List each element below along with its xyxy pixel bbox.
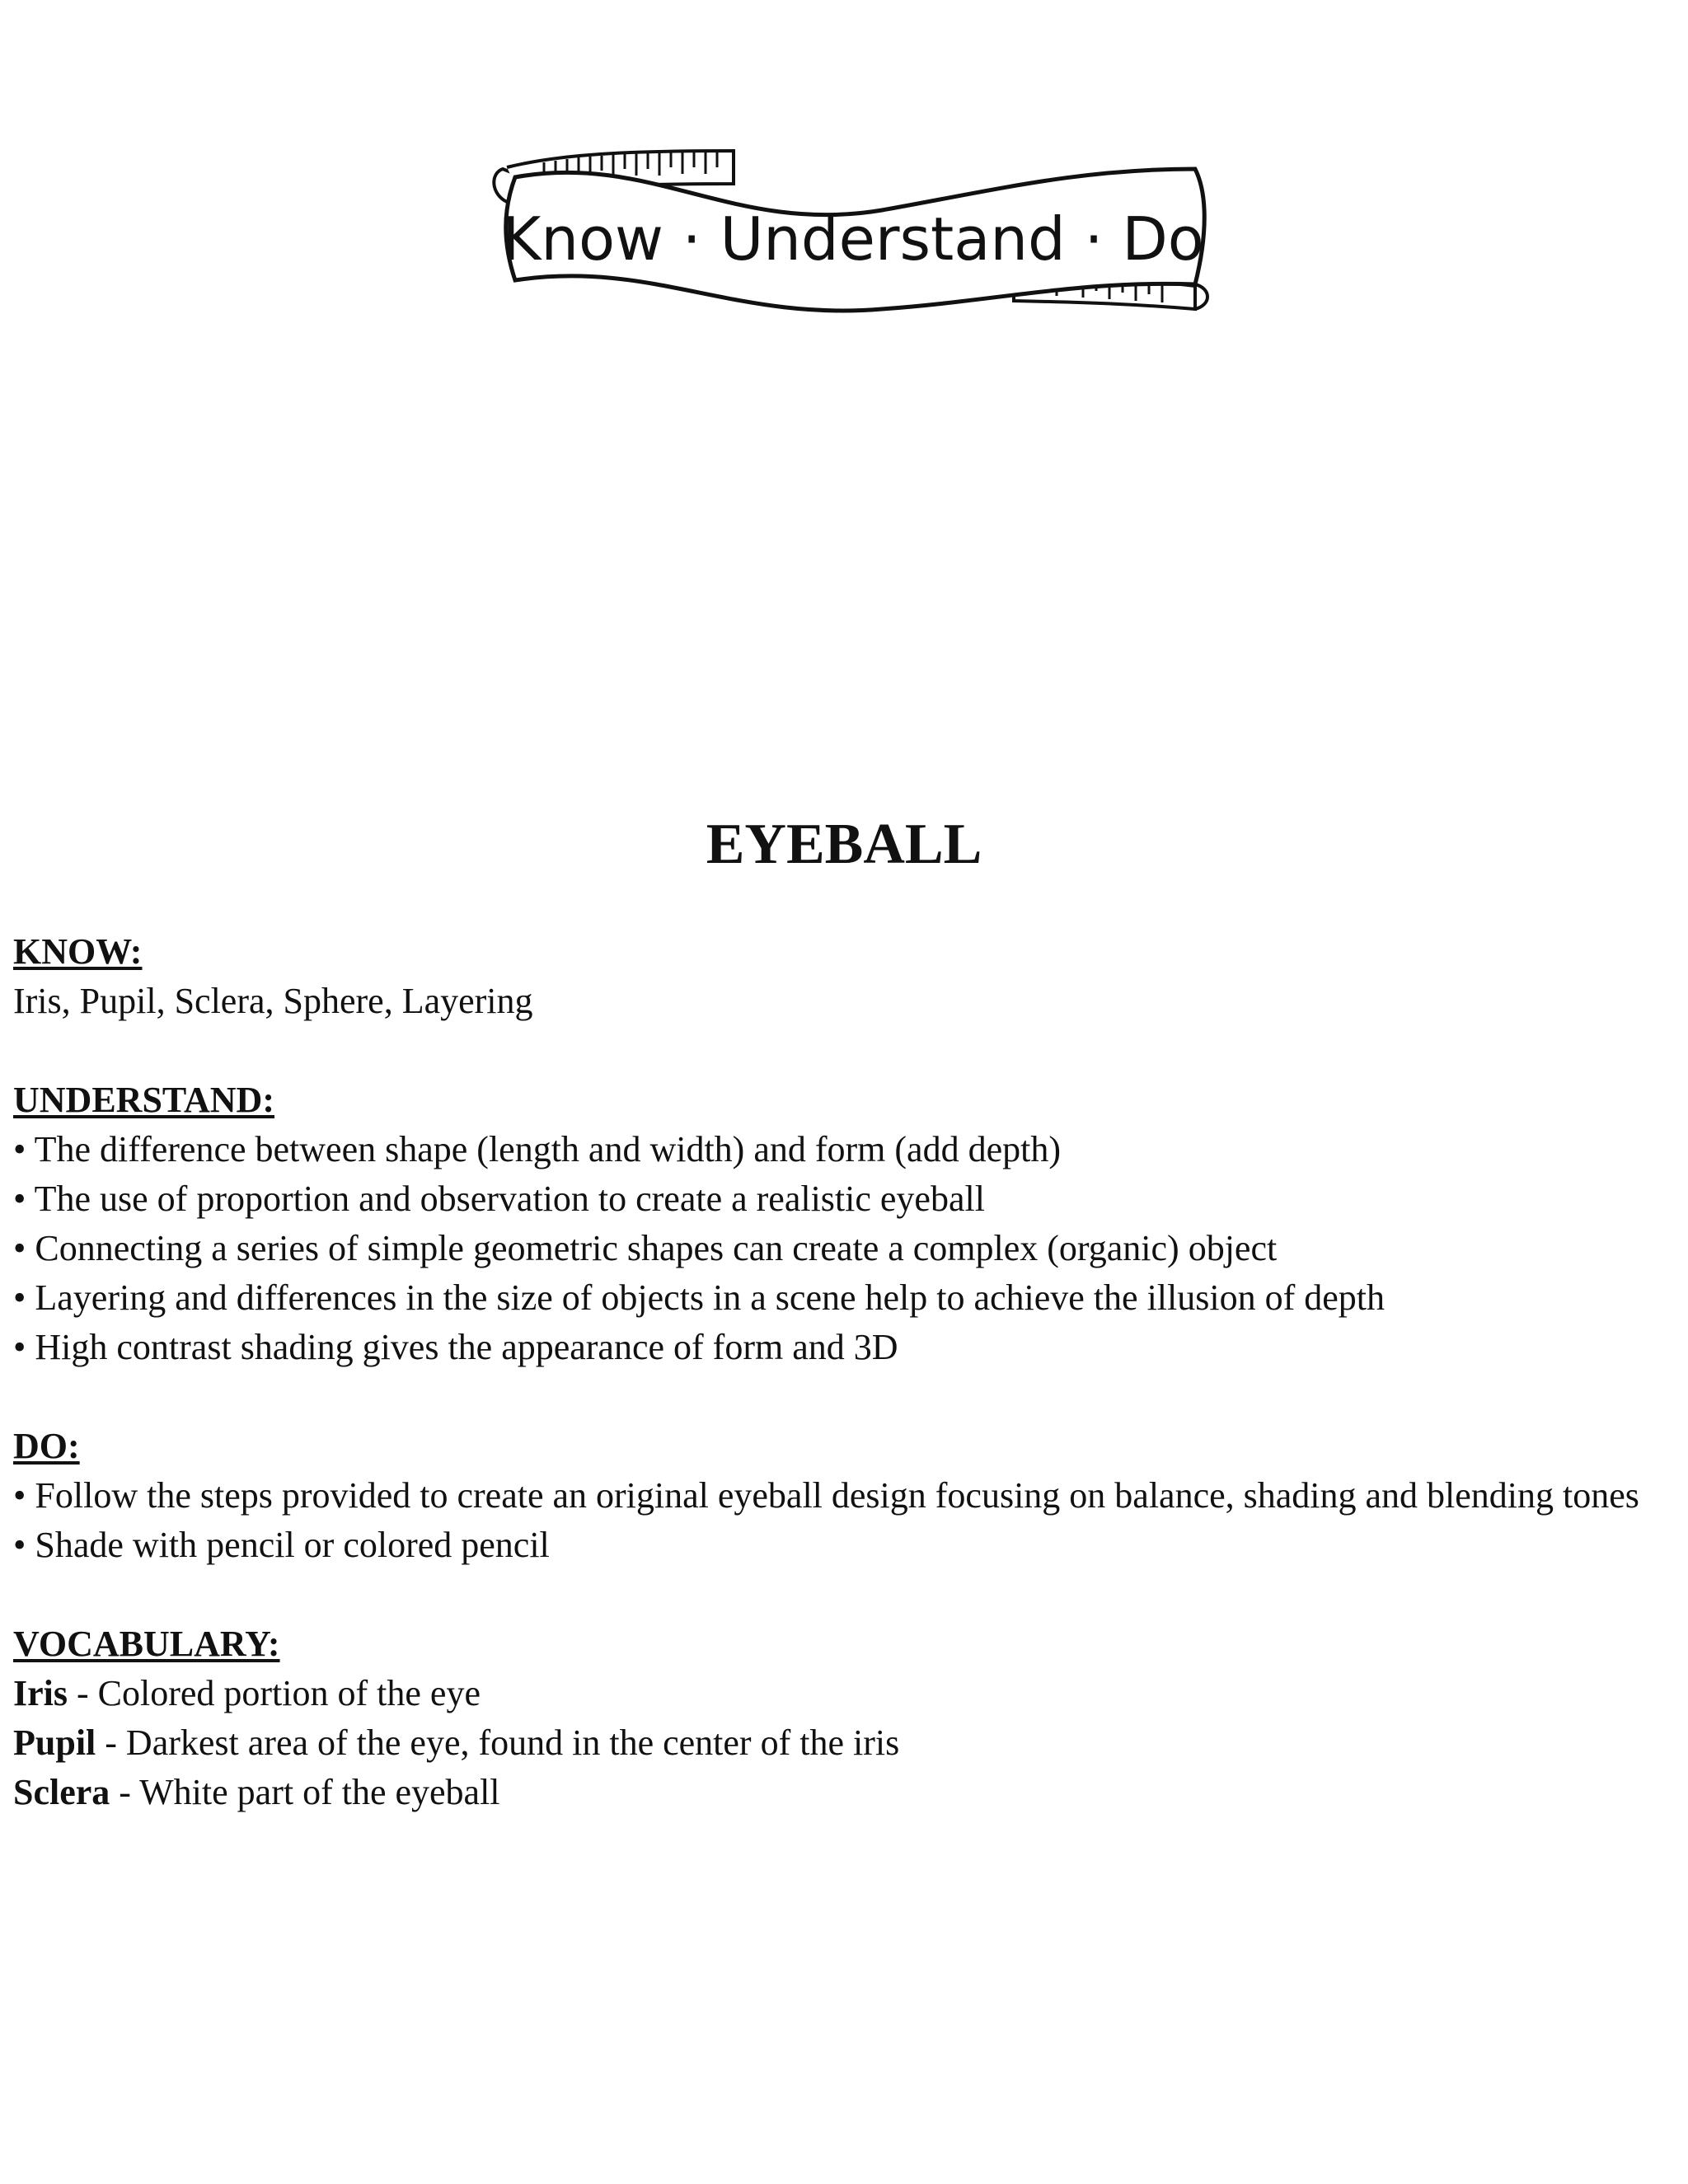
vocabulary-definition: - White part of the eyeball bbox=[110, 1772, 500, 1812]
vocabulary-definition: - Darkest area of the eye, found in the center of the iris bbox=[96, 1722, 900, 1763]
vocabulary-term: Pupil bbox=[13, 1722, 96, 1763]
vocabulary-entry bbox=[13, 1718, 1662, 1768]
understand-item: • The difference between shape (length and width) and form (add depth) bbox=[13, 1129, 1061, 1169]
page-title: EYEBALL bbox=[706, 813, 982, 876]
document-body bbox=[13, 927, 1662, 1817]
understand-heading: UNDERSTAND: bbox=[13, 1080, 274, 1120]
do-item: • Follow the steps provided to create an original eyeball design focusing on balance, shading and blending tones bbox=[13, 1475, 1639, 1516]
understand-item: • Layering and differences in the size of objects in a scene help to achieve the illusion of depth bbox=[13, 1277, 1386, 1318]
do-heading: DO: bbox=[13, 1426, 80, 1466]
do-section bbox=[13, 1422, 1662, 1570]
banner-ribbon-graphic bbox=[486, 144, 1220, 321]
section-spacer bbox=[13, 1026, 1662, 1076]
know-text: Iris, Pupil, Sclera, Sphere, Layering bbox=[13, 981, 533, 1021]
understand-section bbox=[13, 1076, 1662, 1372]
vocabulary-section bbox=[13, 1619, 1662, 1817]
understand-item: • Connecting a series of simple geometric shapes can create a complex (organic) object bbox=[13, 1228, 1278, 1268]
vocabulary-term: Sclera bbox=[13, 1772, 110, 1812]
understand-item: • High contrast shading gives the appearance of form and 3D bbox=[13, 1327, 898, 1367]
know-heading: KNOW: bbox=[13, 931, 143, 972]
banner-text: Know · Understand · Do bbox=[502, 204, 1204, 274]
vocabulary-term: Iris bbox=[13, 1673, 68, 1713]
vocabulary-heading: VOCABULARY: bbox=[13, 1624, 280, 1664]
vocabulary-entry bbox=[13, 1669, 1662, 1718]
understand-item: • The use of proportion and observation to create a realistic eyeball bbox=[13, 1179, 985, 1219]
section-spacer bbox=[13, 1570, 1662, 1619]
vocabulary-entry bbox=[13, 1768, 1662, 1817]
know-understand-do-banner bbox=[486, 144, 1220, 321]
know-section bbox=[13, 927, 1662, 1026]
vocabulary-definition: - Colored portion of the eye bbox=[68, 1673, 481, 1713]
do-item: • Shade with pencil or colored pencil bbox=[13, 1525, 550, 1565]
section-spacer bbox=[13, 1372, 1662, 1422]
